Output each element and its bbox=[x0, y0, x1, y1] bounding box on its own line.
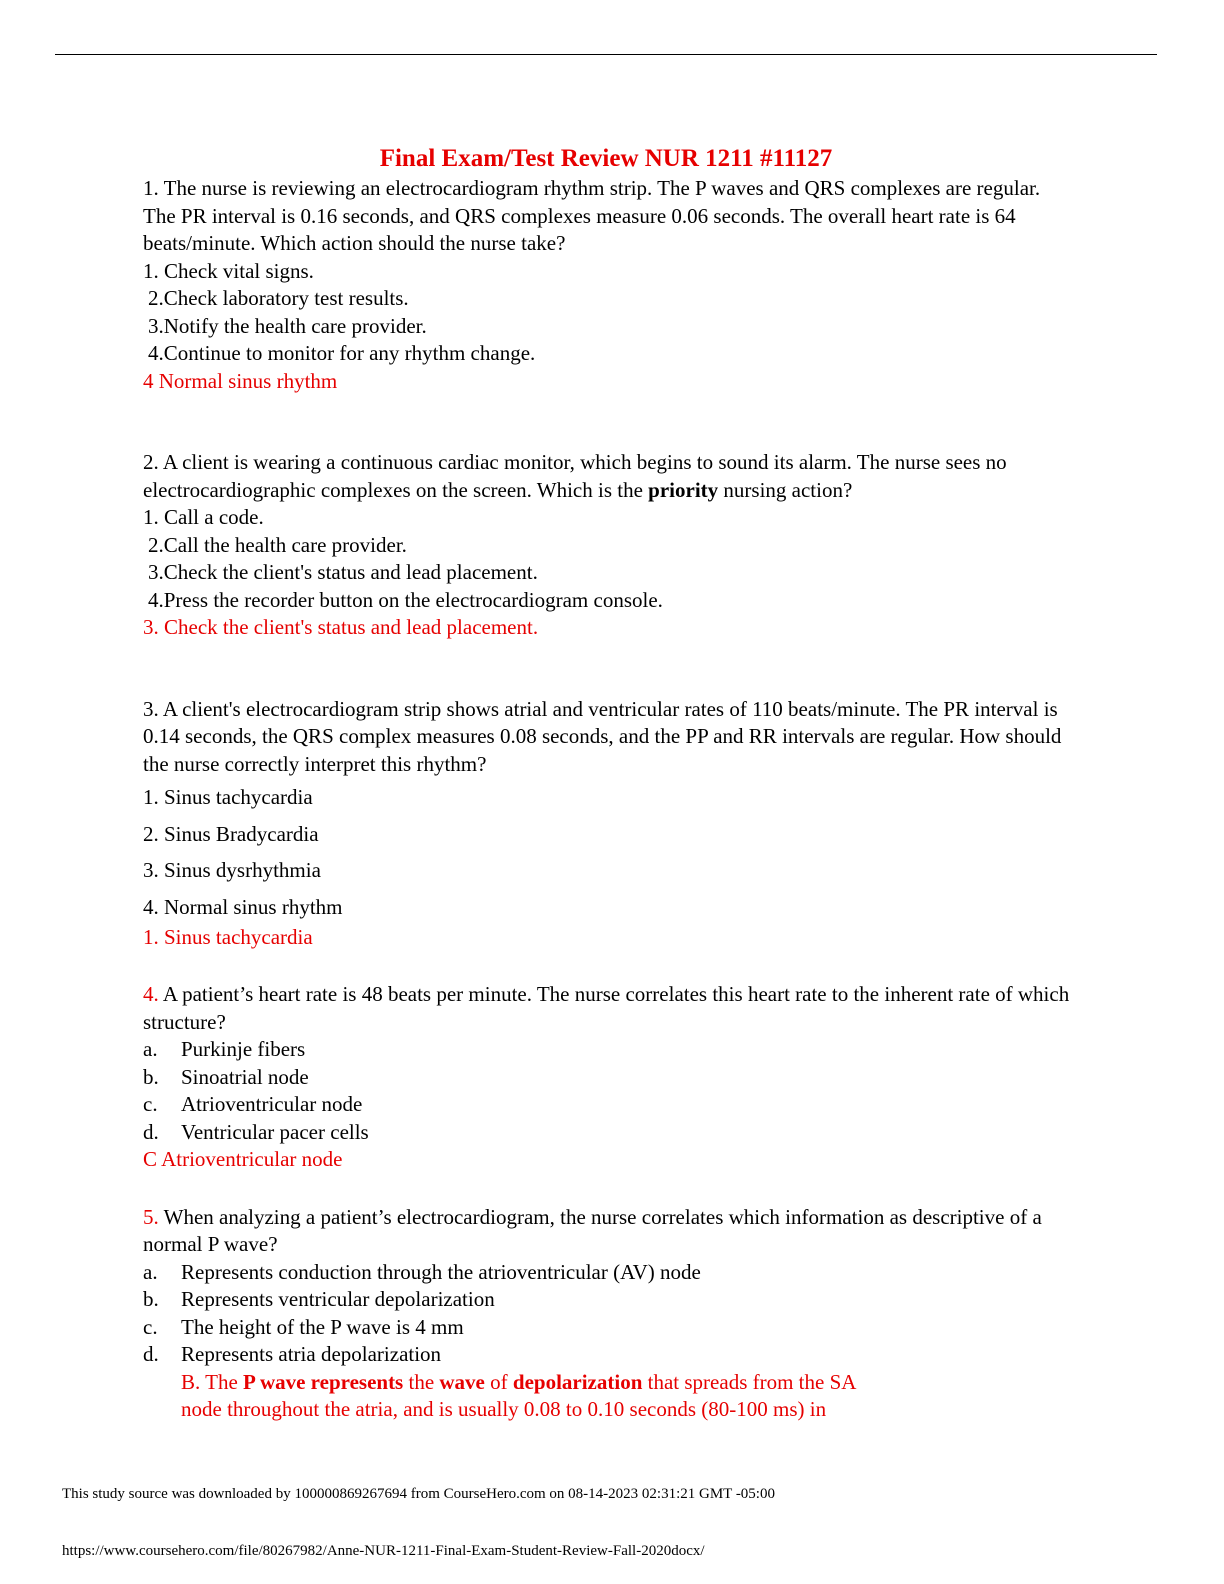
question-3-option-2: 2. Sinus Bradycardia bbox=[143, 821, 319, 846]
download-notice: This study source was downloaded by 100000869267694 from CourseHero.com on 08-14-2023 02:31:21 GMT -05:00 bbox=[62, 1486, 775, 1502]
answer-text: B. The bbox=[181, 1369, 244, 1394]
question-1-option-3: 3.Notify the health care provider. bbox=[148, 313, 427, 338]
option-letter: c. bbox=[143, 1092, 158, 1116]
option-text: The height of the P wave is 4 mm bbox=[181, 1314, 464, 1339]
question-2 bbox=[143, 449, 1073, 642]
question-2-option-3: 3.Check the client's status and lead placement. bbox=[148, 560, 538, 584]
question-3-option-4: 4. Normal sinus rhythm bbox=[143, 894, 343, 919]
question-2-stem-emphasis: priority bbox=[648, 477, 719, 502]
source-url-link[interactable]: https://www.coursehero.com/file/80267982/Anne-NUR-1211-Final-Exam-Student-Review-Fall-2020docx/ bbox=[62, 1543, 705, 1559]
option-text: Atrioventricular node bbox=[181, 1092, 363, 1116]
option-text: Represents atria depolarization bbox=[181, 1342, 442, 1366]
answer-emphasis: depolarization bbox=[512, 1369, 643, 1394]
answer-emphasis: wave bbox=[439, 1369, 485, 1394]
question-4-stem bbox=[143, 981, 1073, 1036]
question-5-number: 5. bbox=[143, 1204, 159, 1229]
document-body bbox=[143, 175, 1073, 1424]
question-4-answer: C Atrioventricular node bbox=[143, 1147, 343, 1171]
top-rule bbox=[55, 54, 1157, 55]
answer-text: of bbox=[484, 1369, 513, 1394]
option-letter: b. bbox=[143, 1287, 159, 1311]
option-text: Ventricular pacer cells bbox=[181, 1119, 369, 1144]
question-5-answer bbox=[143, 1369, 1073, 1424]
answer-text: the bbox=[403, 1369, 440, 1394]
question-3-option-1: 1. Sinus tachycardia bbox=[143, 785, 313, 809]
option-letter: c. bbox=[143, 1314, 158, 1339]
question-2-option-4: 4.Press the recorder button on the electrocardiogram console. bbox=[148, 587, 663, 612]
question-5-option-d bbox=[143, 1341, 1073, 1369]
option-text: Represents ventricular depolarization bbox=[181, 1287, 495, 1311]
question-4-stem-text: A patient’s heart rate is 48 beats per minute. The nurse correlates this heart rate to the inherent rate of which structure? bbox=[143, 982, 1070, 1034]
question-5-answer-line-2: node throughout the atria, and is usually 0.08 to 0.10 seconds (80-100 ms) in bbox=[181, 1397, 827, 1421]
question-4-option-a bbox=[143, 1036, 1073, 1064]
option-text: Sinoatrial node bbox=[181, 1064, 309, 1089]
question-5-answer-line-1 bbox=[181, 1369, 1073, 1397]
option-text: Represents conduction through the atrioventricular (AV) node bbox=[181, 1259, 701, 1284]
question-2-stem-end: nursing action? bbox=[718, 477, 853, 502]
question-4-option-c bbox=[143, 1091, 1073, 1119]
option-letter: a. bbox=[143, 1259, 158, 1284]
question-5-option-b bbox=[143, 1286, 1073, 1314]
question-2-answer: 3. Check the client's status and lead placement. bbox=[143, 615, 539, 639]
question-2-stem-start: 2. A client is wearing a continuous cardiac monitor, which begins to sound its alarm. The nurse sees no electrocardiographic complexes on the screen. Which is the bbox=[143, 450, 1007, 502]
question-2-option-2: 2.Call the health care provider. bbox=[148, 532, 407, 557]
option-letter: a. bbox=[143, 1037, 158, 1061]
question-4-option-d bbox=[143, 1119, 1073, 1147]
answer-emphasis: P wave represents bbox=[243, 1369, 404, 1394]
page-title: Final Exam/Test Review NUR 1211 #11127 bbox=[379, 145, 833, 172]
question-5-stem bbox=[143, 1204, 1073, 1259]
option-letter: b. bbox=[143, 1064, 159, 1089]
question-4-option-b bbox=[143, 1064, 1073, 1092]
option-letter: d. bbox=[143, 1119, 159, 1144]
question-2-option-1: 1. Call a code. bbox=[143, 505, 264, 529]
question-5-stem-text: When analyzing a patient’s electrocardiogram, the nurse correlates which information as descriptive of a normal P wave? bbox=[143, 1204, 1042, 1256]
question-5 bbox=[143, 1204, 1073, 1424]
question-5-option-a bbox=[143, 1259, 1073, 1287]
question-1 bbox=[143, 175, 1073, 395]
question-4 bbox=[143, 981, 1073, 1174]
question-1-option-1: 1. Check vital signs. bbox=[143, 258, 314, 283]
option-letter: d. bbox=[143, 1342, 159, 1366]
question-3-answer: 1. Sinus tachycardia bbox=[143, 925, 313, 949]
question-3 bbox=[143, 696, 1073, 952]
question-3-stem: 3. A client's electrocardiogram strip shows atrial and ventricular rates of 110 beats/minute. The PR interval is 0.14 seconds, the QRS complex measures 0.08 seconds, and the PP and RR intervals are regular. How should the nurse correctly interpret this rhythm? bbox=[143, 696, 1062, 776]
question-1-option-2: 2.Check laboratory test results. bbox=[148, 286, 409, 310]
question-3-option-3: 3. Sinus dysrhythmia bbox=[143, 858, 321, 882]
option-text: Purkinje fibers bbox=[181, 1037, 306, 1061]
question-4-number: 4. bbox=[143, 982, 159, 1006]
question-2-stem bbox=[143, 449, 1073, 504]
answer-text: that spreads from the SA bbox=[642, 1369, 857, 1394]
question-1-option-4: 4.Continue to monitor for any rhythm change. bbox=[148, 341, 536, 365]
question-1-stem: 1. The nurse is reviewing an electrocardiogram rhythm strip. The P waves and QRS complexes are regular. The PR interval is 0.16 seconds, and QRS complexes measure 0.06 seconds. The overall heart rate is 64 beats/minute. Which action should the nurse take? bbox=[143, 176, 1041, 255]
question-1-answer: 4 Normal sinus rhythm bbox=[143, 368, 338, 393]
question-5-option-c bbox=[143, 1314, 1073, 1342]
